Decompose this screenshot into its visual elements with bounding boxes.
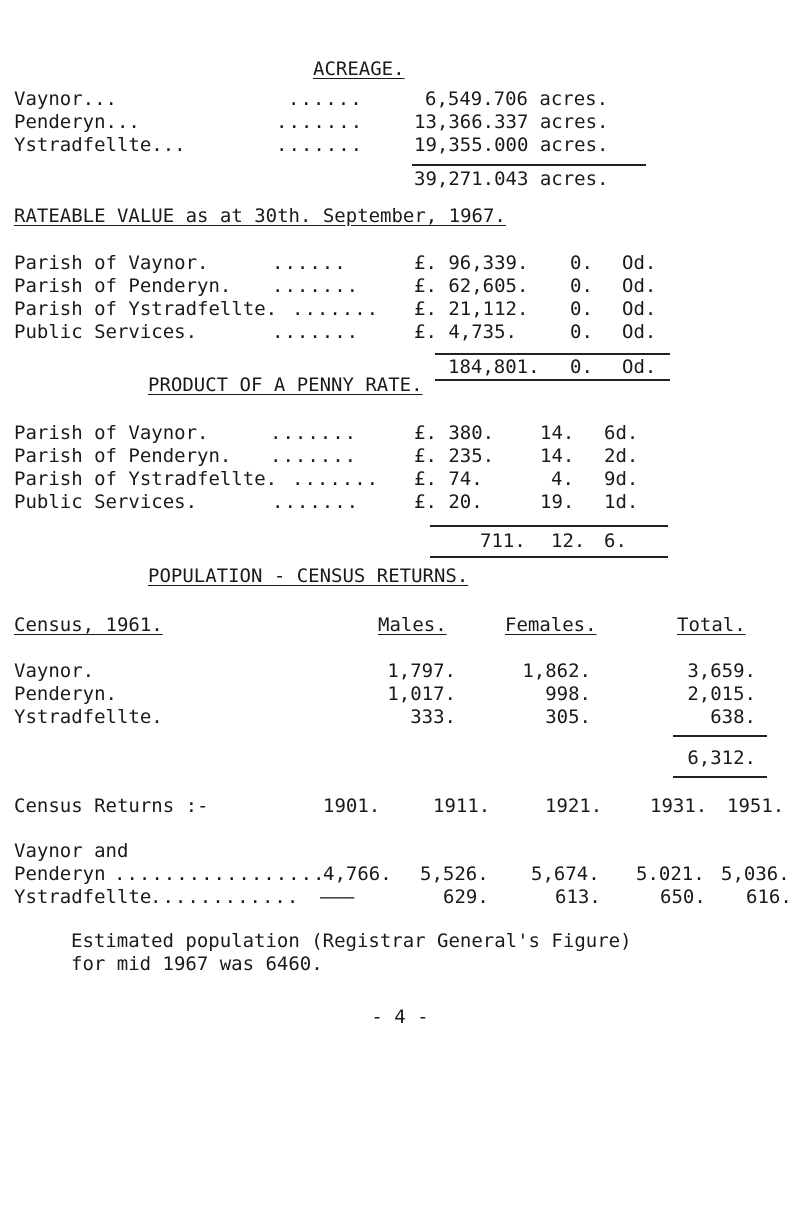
total-rule <box>673 735 767 737</box>
pop-name: Penderyn. <box>14 683 117 705</box>
pop-males: 1,797. <box>387 660 456 682</box>
rateable-pounds: £. 62,605. <box>414 275 529 297</box>
rateable-total-shillings: 0. <box>570 356 593 378</box>
total-rule <box>435 379 670 381</box>
acreage-value: 13,366.337 acres. <box>414 111 609 133</box>
returns-year: 1931. <box>650 795 708 817</box>
penny-pence: 2d. <box>604 445 639 467</box>
pop-total: 638. <box>710 706 756 728</box>
pop-grand-total: 6,312. <box>687 747 756 769</box>
rateable-pence: Od. <box>622 298 657 320</box>
returns-value: 5,674. <box>531 863 600 885</box>
col-males: Males. <box>378 614 447 636</box>
penny-pence: 1d. <box>604 491 639 513</box>
rateable-label: Parish of Ystradfellte. <box>14 298 278 320</box>
col-females: Females. <box>505 614 597 636</box>
col-total: Total. <box>677 614 746 636</box>
returns-value: 650. <box>660 886 706 908</box>
acreage-label: Penderyn... <box>14 111 140 133</box>
penny-label: Public Services. <box>14 491 198 513</box>
acreage-label: Ystradfellte... <box>14 134 186 156</box>
acreage-value: 6,549.706 acres. <box>425 88 609 110</box>
leader-dots: ....... <box>276 111 364 133</box>
leader-dots: ....... <box>272 491 360 513</box>
estimate-line: for mid 1967 was 6460. <box>71 953 323 975</box>
rateable-shillings: 0. <box>570 275 593 297</box>
leader-dots: ....... <box>270 422 358 444</box>
total-rule <box>673 776 767 778</box>
pop-females: 1,862. <box>522 660 591 682</box>
returns-value: 4,766. <box>323 863 392 885</box>
leader-dots: ....... <box>292 298 380 320</box>
returns-value: 613. <box>555 886 601 908</box>
rateable-pence: Od. <box>622 321 657 343</box>
returns-row-label: Ystradfellte <box>14 886 152 908</box>
rateable-pounds: £. 4,735. <box>414 321 517 343</box>
acreage-label: Vaynor... <box>14 88 117 110</box>
rateable-shillings: 0. <box>570 252 593 274</box>
penny-pounds: £. 380. <box>414 422 495 444</box>
leader-dots: ....... <box>270 445 358 467</box>
rateable-pence: Od. <box>622 275 657 297</box>
rateable-label: Parish of Vaynor. <box>14 252 209 274</box>
leader-dots: ............ <box>150 886 300 908</box>
penny-shillings: 4. <box>551 468 574 490</box>
penny-label: Parish of Ystradfellte. <box>14 468 278 490</box>
rateable-label: Public Services. <box>14 321 198 343</box>
leader-dots: ................. <box>114 863 326 885</box>
pop-females: 998. <box>545 683 591 705</box>
total-rule <box>435 353 670 355</box>
penny-pounds: £. 74. <box>414 468 483 490</box>
penny-total-shillings: 12. <box>551 530 586 552</box>
acreage-total: 39,271.043 acres. <box>414 168 609 190</box>
penny-rate-heading: PRODUCT OF A PENNY RATE. <box>148 374 423 396</box>
returns-value: 5,036. <box>721 863 790 885</box>
pop-name: Ystradfellte. <box>14 706 163 728</box>
returns-value: ——— <box>320 886 355 908</box>
rateable-heading: RATEABLE VALUE as at 30th. September, 1967. <box>14 205 506 227</box>
penny-shillings: 14. <box>540 422 575 444</box>
leader-dots: ...... <box>288 88 363 110</box>
leader-dots: ....... <box>272 275 360 297</box>
returns-row-label: Penderyn <box>14 863 106 885</box>
leader-dots: ....... <box>292 468 380 490</box>
pop-total: 2,015. <box>687 683 756 705</box>
returns-year: 1911. <box>433 795 491 817</box>
acreage-heading: ACREAGE. <box>313 58 405 80</box>
returns-label: Census Returns :- <box>14 795 209 817</box>
leader-dots: ....... <box>272 321 360 343</box>
total-rule <box>412 164 646 166</box>
penny-label: Parish of Vaynor. <box>14 422 209 444</box>
leader-dots: ....... <box>276 134 364 156</box>
returns-year: 1901. <box>323 795 381 817</box>
total-rule <box>430 556 668 558</box>
returns-value: 629. <box>443 886 489 908</box>
returns-value: 616. <box>746 886 792 908</box>
rateable-pence: Od. <box>622 252 657 274</box>
rateable-shillings: 0. <box>570 321 593 343</box>
rateable-label: Parish of Penderyn. <box>14 275 232 297</box>
pop-males: 1,017. <box>387 683 456 705</box>
penny-total-pounds: 711. <box>480 530 526 552</box>
returns-value: 5,526. <box>420 863 489 885</box>
returns-value: 5.021. <box>636 863 705 885</box>
penny-pounds: £. 235. <box>414 445 495 467</box>
pop-total: 3,659. <box>687 660 756 682</box>
returns-row-label: Vaynor and <box>14 840 129 862</box>
rateable-pounds: £. 21,112. <box>414 298 529 320</box>
pop-males: 333. <box>410 706 456 728</box>
pop-females: 305. <box>545 706 591 728</box>
rateable-pounds: £. 96,339. <box>414 252 529 274</box>
population-heading: POPULATION - CENSUS RETURNS. <box>148 565 469 587</box>
page-number: - 4 - <box>371 1006 429 1028</box>
penny-shillings: 14. <box>540 445 575 467</box>
rateable-shillings: 0. <box>570 298 593 320</box>
leader-dots: ...... <box>272 252 347 274</box>
acreage-value: 19,355.000 acres. <box>414 134 609 156</box>
returns-year: 1921. <box>545 795 603 817</box>
pop-name: Vaynor. <box>14 660 95 682</box>
total-rule <box>430 525 668 527</box>
estimate-line: Estimated population (Registrar General's Figure) <box>71 930 632 952</box>
penny-pounds: £. 20. <box>414 491 483 513</box>
rateable-total-pounds: 184,801. <box>448 356 540 378</box>
penny-total-pence: 6. <box>604 530 627 552</box>
penny-label: Parish of Penderyn. <box>14 445 232 467</box>
returns-year: 1951. <box>727 795 785 817</box>
census-label: Census, 1961. <box>14 614 163 636</box>
penny-pence: 6d. <box>604 422 639 444</box>
rateable-total-pence: Od. <box>622 356 657 378</box>
penny-pence: 9d. <box>604 468 639 490</box>
penny-shillings: 19. <box>540 491 575 513</box>
